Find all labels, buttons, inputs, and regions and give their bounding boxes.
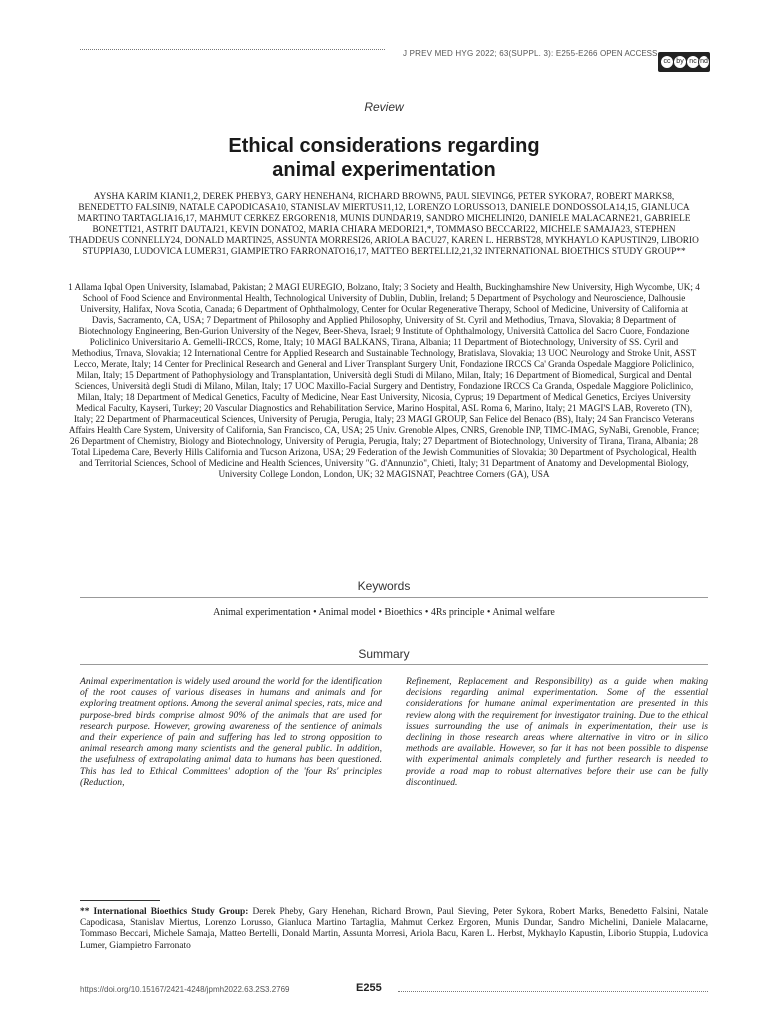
title-line: animal experimentation <box>272 159 496 181</box>
cc-license-icon[interactable] <box>658 52 710 72</box>
summary-heading: Summary <box>358 647 410 661</box>
summary-column-left: Animal experimentation is widely used around the world for the identification of the root causes of various diseases in humans and animals and for exploring treatment options. Among the several animal species, rats, mice and purpose-bred birds comprise almost 90% of the animals that are used for research purpose. However, growing awareness of the sentience of animals and their experience of pain and suffering has led to strong opposition to animal research among many scientists and the general public. In addition, the usefulness of extrapolating animal data to humans has been questioned. This has led to Ethical Committees' adoption of the 'four Rs' principles (Reduction, <box>80 676 382 788</box>
doi-link[interactable]: https://doi.org/10.15167/2421-4248/jpmh2022.63.2S3.2769 <box>80 985 290 994</box>
summary-column-right: Refinement, Replacement and Responsibility) as a guide when making decisions regarding animal experimentation. Some of the essential considerations for humane animal experimentation are presented in this review along with the requirement for investigator training. Due to the ethical issues surrounding the use of animals in experimentation, their use is declining in those research areas where alternative in vitro or in silico methods are available. However, so far it has not been possible to dispense with experimental animals completely and further research is needed to provide a road map to robust alternatives before their use can be fully discontinued. <box>406 676 708 788</box>
article-title <box>0 134 768 182</box>
summary-rule <box>80 664 708 665</box>
keywords-rule <box>80 597 708 598</box>
footnote-rule <box>80 900 160 901</box>
keywords-list: Animal experimentation • Animal model • Bioethics • 4Rs principle • Animal welfare <box>213 607 555 618</box>
title-line: Ethical considerations regarding <box>228 135 540 157</box>
keywords-heading: Keywords <box>357 579 411 593</box>
header-rule <box>80 49 385 50</box>
study-group-footnote <box>80 907 708 952</box>
article-type: Review <box>364 100 404 114</box>
nc-icon: nc <box>686 55 700 69</box>
affiliations: 1 Allama Iqbal Open University, Islamabad, Pakistan; 2 MAGI EUREGIO, Bolzano, Italy; 3 Society and Health, Buckinghamshire New University, High Wycombe, UK; 4 School of Food Science and Environmental Health, Technological University of Dublin, Dublin, Ireland; 5 Department of Psychology and Neuroscience, Dalhousie University, Halifax, Nova Scotia, Canada; 6 Department of Ophthalmology, Center for Ocular Regenerative Therapy, School of Medicine, University of California at Davis, Sacramento, CA, USA; 7 Department of Philosophy and Applied Philosophy, University of St. Cyril and Methodius, Trnava, Slovakia; 8 Department of Biotechnology Engineering, Ben-Gurion University of the Negev, Beer-Sheva, Israel; 9 Institute of Ophthalmology, Università Cattolica del Sacro Cuore, Fondazione Policlinico Universitario A. Gemelli-IRCCS, Rome, Italy; 10 MAGI BALKANS, Tirana, Albania; 11 Department of Biotechnology, University of SS. Cyril and Methodius, Trnava, Slovakia; 12 International Centre for Applied Research and Sustainable Technology, Bratislava, Slovakia; 13 UOC Neurology and Stroke Unit, ASST Lecco, Merate, Italy; 14 Center for Preclinical Research and General and Liver Transplant Surgery Unit, Fondazione IRCCS Ca' Granda Ospedale Maggiore Policlinico, Milan, Italy; 15 Department of Pathophysiology and Transplantation, Università degli Studi di Milano, Milan, Italy; 16 Department of Biomedical, Surgical and Dental Sciences, Università degli Studi di Milano, Milan, Italy; 17 UOC Maxillo-Facial Surgery and Dentistry, Fondazione IRCCS Ca Granda, Ospedale Maggiore Policlinico, Milan, Italy; 18 Department of Medical Genetics, Faculty of Medicine, Near East University, Nicosia, Cyprus; 19 Department of Medical Genetics, Erciyes University Medical Faculty, Kayseri, Turkey; 20 Vascular Diagnostics and Rehabilitation Service, Marino Hospital, ASL Roma 6, Marino, Italy; 21 MAGI'S LAB, Rovereto (TN), Italy; 22 Department of Pharmaceutical Sciences, University of Perugia, Perugia, Italy; 23 MAGI GROUP, San Felice del Benaco (BS), Italy; 24 San Francisco Veterans Affairs Health Care System, University of California, San Francisco, CA, USA; 25 Univ. Grenoble Alpes, CNRS, Grenoble INP, TIMC-IMAG, SyNaBi, Grenoble, France; 26 Department of Chemistry, Biology and Biotechnology, University of Perugia, Perugia, Italy; 27 Department of Biotechnology, University of Tirana, Tirana, Albania; 28 Total Lipedema Care, Beverly Hills California and Tucson Arizona, USA; 29 Federation of the Jewish Communities of Slovakia; 30 Department of Psychological, Health and Territorial Sciences, School of Medicine and Health Sciences, University "G. d'Annunzio", Chieti, Italy; 31 Department of Anatomy and Developmental Biology, University College London, London, UK; 32 MAGISNAT, Peachtree Corners (GA), USA <box>68 282 700 479</box>
page-number: E255 <box>356 982 382 994</box>
footnote-label: ** International Bioethics Study Group: <box>80 907 249 917</box>
nd-icon: nd <box>698 55 710 69</box>
cc-icon: cc <box>660 55 674 69</box>
author-list: AYSHA KARIM KIANI1,2, DEREK PHEBY3, GARY HENEHAN4, RICHARD BROWN5, PAUL SIEVING6, PETER SYKORA7, ROBERT MARKS8, BENEDETTO FALSINI9, NATALE CAPODICASA10, STANISLAV MIERTUS11,12, LORENZO LORUSSO13, DANIELE DONDOSSOLA14,15, GIANLUCA MARTINO TARTAGLIA16,17, MAHMUT CERKEZ ERGOREN18, MUNIS DUNDAR19, SANDRO MICHELINI20, DANIELE MALACARNE21, GABRIELE BONETTI21, ASTRIT DAUTAJ21, KEVIN DONATO2, MARIA CHIARA MEDORI21,*, TOMMASO BECCARI22, MICHELE SAMAJA23, STEPHEN THADDEUS CONNELLY24, DONALD MARTIN25, ASSUNTA MORRESI26, ARIOLA BACU27, KAREN L. HERBST28, MYKHAYLO KAPUSTIN29, LIBORIO STUPPIA30, LUDOVICA LUMER31, GIAMPIETRO FARRONATO16,17, MATTEO BERTELLI2,21,32 INTERNATIONAL BIOETHICS STUDY GROUP** <box>69 192 699 257</box>
footer-rule <box>398 991 708 992</box>
footnote-text: Derek Pheby, Gary Henehan, Richard Brown, Paul Sieving, Peter Sykora, Robert Marks, Benedetto Falsini, Natale Capodicasa, Stanislav Miertus, Lorenzo Lorusso, Gianluca Martino Tartaglia, Mahmut Cerkez Ergoren, Munis Dundar, Sandro Michelini, Daniele Malacarne, Tommaso Beccari, Michele Samaja, Matteo Bertelli, Donald Martin, Assunta Morresi, Ariola Bacu, Karen L. Herbst, Mykhaylo Kapustin, Liborio Stuppia, Ludovica Lumer, Giampietro Farronato <box>80 907 708 951</box>
journal-citation: J PREV MED HYG 2022; 63(SUPPL. 3): E255-E266 <box>403 49 598 58</box>
open-access-label: OPEN ACCESS <box>600 49 658 58</box>
by-icon: by <box>673 55 687 69</box>
